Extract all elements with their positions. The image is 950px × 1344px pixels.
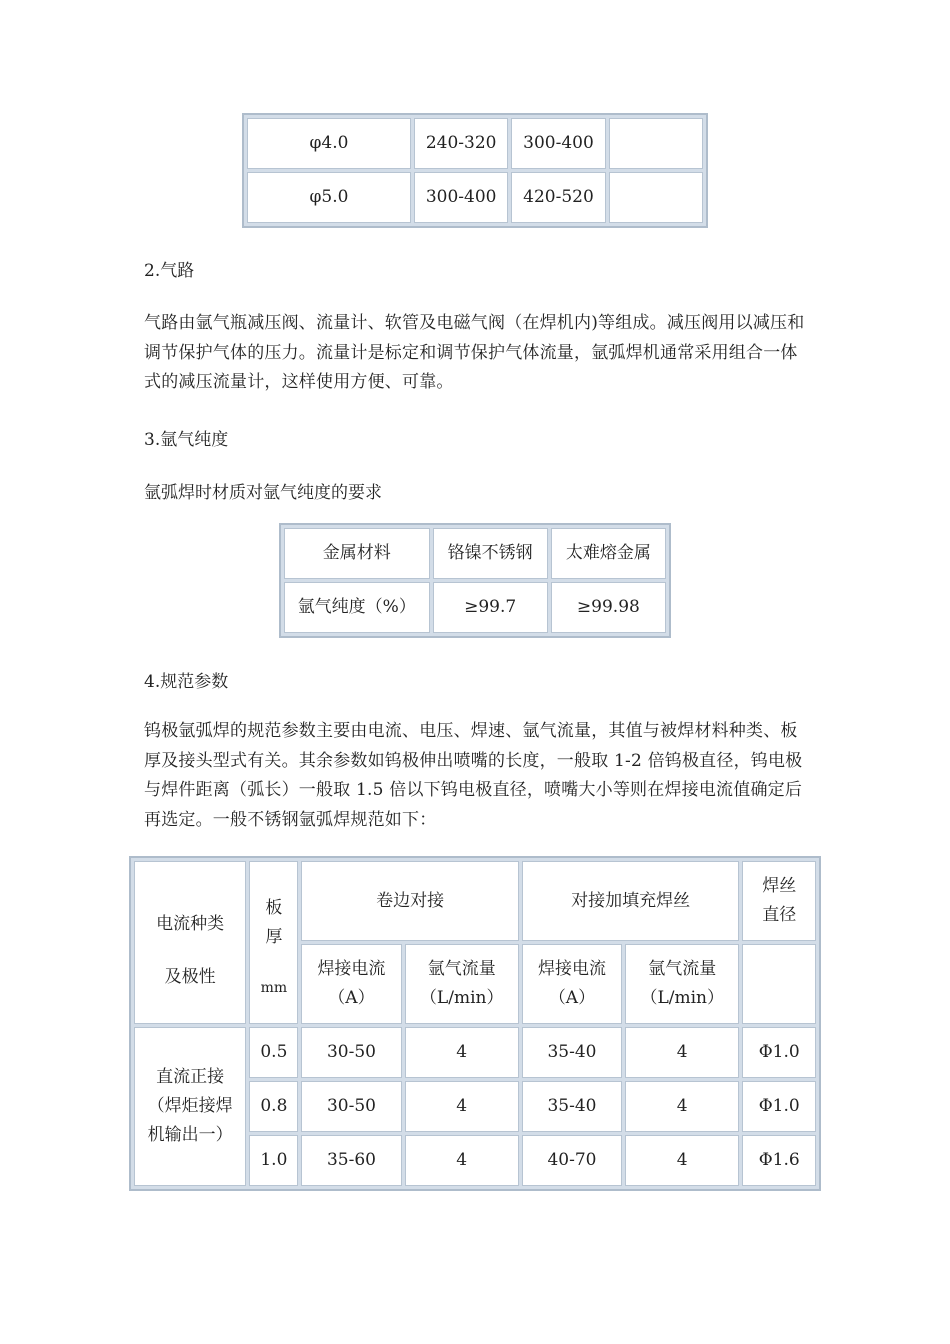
subheader-flow-unit: （L/min） (419, 988, 504, 1008)
table-cell: Φ1.0 (742, 1027, 816, 1078)
table-cell (609, 172, 703, 223)
table-header-cell: 铬镍不锈钢 (433, 528, 548, 579)
table-cell: 4 (405, 1081, 519, 1132)
table-cell: 1.0 (249, 1135, 298, 1186)
table-cell: 氩气纯度（%） (284, 582, 430, 633)
subheader-current-label: 焊接电流 (317, 959, 386, 979)
table-row (247, 118, 703, 169)
table-cell: ≥99.7 (433, 582, 548, 633)
argon-purity-table (279, 523, 671, 638)
current-type-header (134, 861, 246, 1024)
table-cell: Φ1.0 (742, 1081, 816, 1132)
table-cell: Φ1.6 (742, 1135, 816, 1186)
subheader-flow (405, 944, 519, 1024)
subheader-current (301, 944, 401, 1024)
subheader-flow (625, 944, 739, 1024)
table-cell: ≥99.98 (551, 582, 666, 633)
table-row (284, 582, 666, 633)
subheader-current (522, 944, 622, 1024)
table-row (284, 528, 666, 579)
table-cell: 30-50 (301, 1027, 401, 1078)
table-cell: 30-50 (301, 1081, 401, 1132)
table-cell: 300-400 (511, 118, 605, 169)
thickness-unit: mm (260, 980, 288, 996)
table-cell (609, 118, 703, 169)
thickness-label-1: 板 (265, 898, 283, 918)
table-header-cell: 太难熔金属 (551, 528, 666, 579)
table-cell: 35-40 (522, 1081, 622, 1132)
table-cell: 240-320 (414, 118, 508, 169)
section-heading-parameters: 4.规范参数 (144, 672, 229, 692)
group-header-filler-butt: 对接加填充焊丝 (522, 861, 740, 941)
table-cell: φ4.0 (247, 118, 411, 169)
table-cell: 420-520 (511, 172, 605, 223)
subheader-flow-label: 氩气流量 (427, 959, 496, 979)
wire-diameter-header (742, 861, 816, 941)
electrode-current-table (242, 113, 708, 228)
wire-diameter-label-1: 焊丝 (762, 876, 797, 896)
table-cell: φ5.0 (247, 172, 411, 223)
section-heading-gas-path: 2.气路 (144, 261, 195, 281)
welding-parameter-table (129, 856, 821, 1191)
table-cell: 4 (625, 1027, 739, 1078)
thickness-header (249, 861, 298, 1024)
subheader-empty (742, 944, 816, 1024)
wire-diameter-label-2: 直径 (762, 905, 797, 925)
paragraph-gas-path: 气路由氩气瓶减压阀、流量计、软管及电磁气阀（在焊机内)等组成。减压阀用以减压和调节保护气体的压力。流量计是标定和调节保护气体流量，氩弧焊机通常采用组合一体式的减压流量计，这样使用方便、可靠。 (144, 313, 805, 392)
table-header-cell: 金属材料 (284, 528, 430, 579)
table-header-row (134, 861, 816, 941)
table-cell: 40-70 (522, 1135, 622, 1186)
table-caption-argon-purity: 氩弧焊时材质对氩气纯度的要求 (144, 483, 382, 503)
polarity-label: 及极性 (164, 967, 216, 987)
section-heading-argon-purity: 3.氩气纯度 (144, 430, 229, 450)
table-cell: 4 (405, 1027, 519, 1078)
polarity-cell: 直流正接（焊炬接焊机输出一） (134, 1027, 246, 1186)
table-cell: 4 (625, 1135, 739, 1186)
subheader-current-unit: （A） (548, 988, 596, 1008)
table-cell: 35-40 (522, 1027, 622, 1078)
subheader-flow-label: 氩气流量 (648, 959, 717, 979)
current-type-label: 电流种类 (156, 914, 225, 934)
table-cell: 0.8 (249, 1081, 298, 1132)
table-row (134, 1027, 816, 1078)
table-row (247, 172, 703, 223)
subheader-current-unit: （A） (328, 988, 375, 1008)
table-cell: 300-400 (414, 172, 508, 223)
table-cell: 4 (625, 1081, 739, 1132)
table-cell: 4 (405, 1135, 519, 1186)
group-header-flange-butt: 卷边对接 (301, 861, 519, 941)
subheader-current-label: 焊接电流 (537, 959, 606, 979)
table-cell: 35-60 (301, 1135, 401, 1186)
thickness-label-2: 厚 (265, 927, 283, 947)
subheader-flow-unit: （L/min） (640, 988, 724, 1008)
paragraph-parameters: 钨极氩弧焊的规范参数主要由电流、电压、焊速、氩气流量，其值与被焊材料种类、板厚及接头型式有关。其余参数如钨极伸出喷嘴的长度，一般取 1-2 倍钨极直径，钨电极与焊件距离（弧长）一般取 1.5 倍以下钨电极直径，喷嘴大小等则在焊接电流值确定后再选定。一般不锈钢氩弧焊规范如下： (144, 721, 803, 830)
table-cell: 0.5 (249, 1027, 298, 1078)
